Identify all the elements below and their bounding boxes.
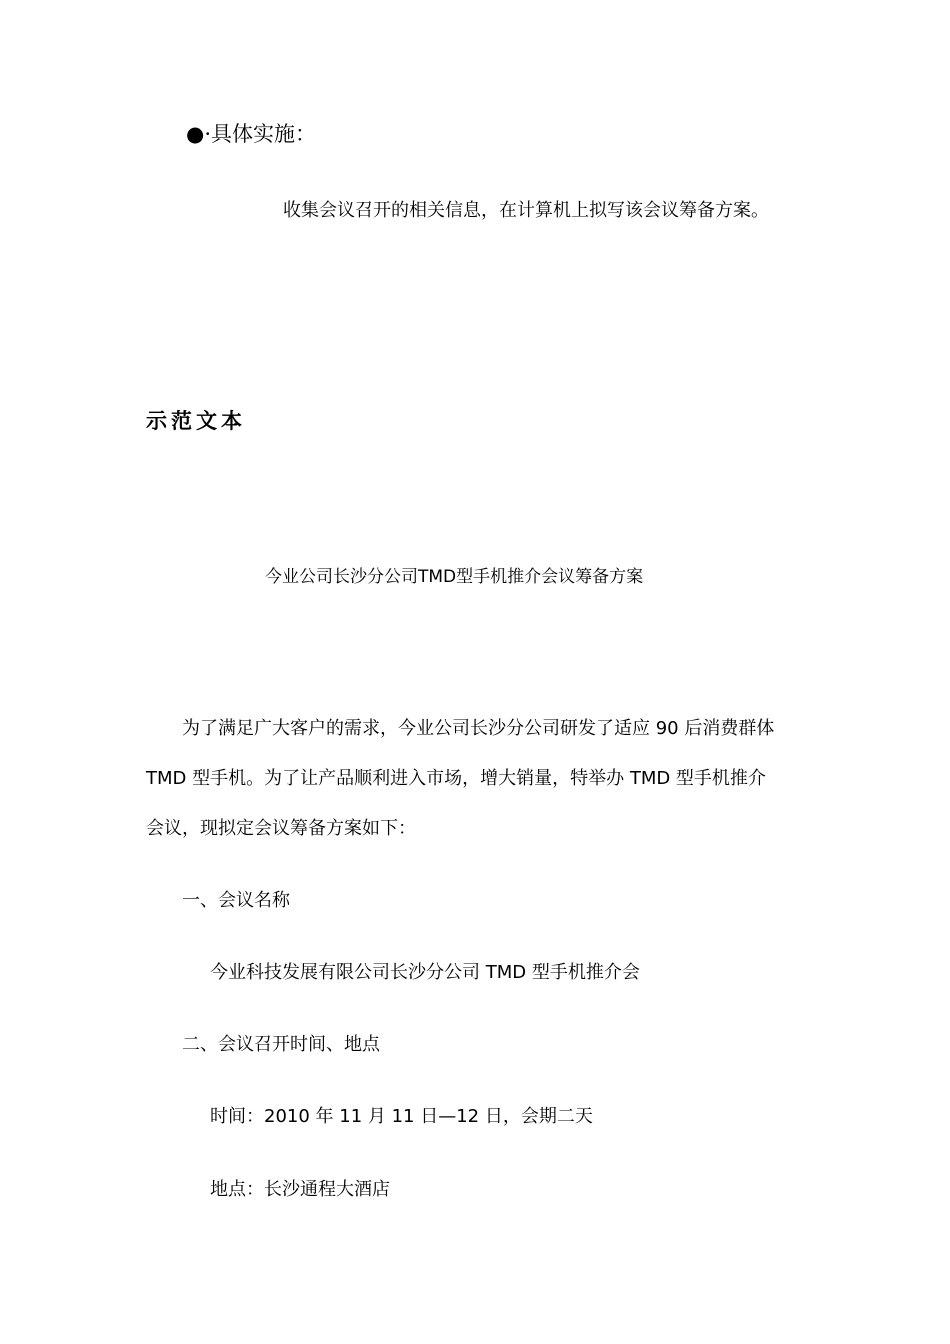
section-heading-meeting-name: 一、会议名称 <box>182 890 290 911</box>
meeting-time-text: 时间：2010 年 11 月 11 日—12 日，会期二天 <box>210 1106 593 1127</box>
intro-paragraph-line: TMD 型手机。为了让产品顺利进入市场，增大销量，特举办 TMD 型手机推介 <box>146 768 766 789</box>
sample-text-label: 示范文本 <box>146 408 246 433</box>
implementation-body: 收集会议召开的相关信息，在计算机上拟写该会议筹备方案。 <box>283 200 769 221</box>
intro-paragraph-line: 为了满足广大客户的需求，今业公司长沙分公司研发了适应 90 后消费群体 <box>182 718 775 739</box>
document-title: 今业公司长沙分公司TMD型手机推介会议筹备方案 <box>265 567 644 587</box>
implementation-heading: ●·具体实施： <box>186 122 316 146</box>
meeting-name-text: 今业科技发展有限公司长沙分公司 TMD 型手机推介会 <box>210 962 640 983</box>
section-heading-time-place: 二、会议召开时间、地点 <box>182 1034 380 1055</box>
intro-paragraph-line: 会议，现拟定会议筹备方案如下： <box>146 818 416 839</box>
meeting-place-text: 地点：长沙通程大酒店 <box>210 1179 390 1200</box>
